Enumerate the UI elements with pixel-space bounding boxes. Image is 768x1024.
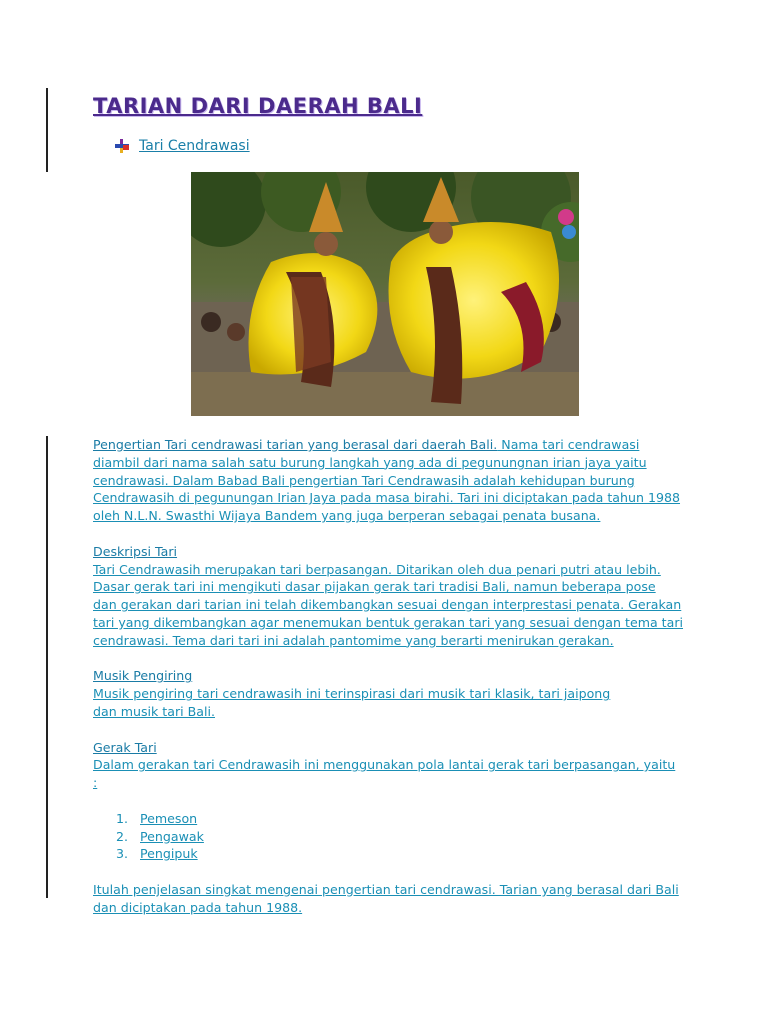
intro-lead: Pengertian Tari cendrawasi tarian yang berasal dari daerah Bali.	[93, 437, 498, 452]
deskripsi-body: Tari Cendrawasih merupakan tari berpasangan. Ditarikan oleh dua penari putri atau lebih. Dasar gerak tari ini mengikuti dasar pijakan gerak tari tradisi Bali, namun beberapa pose dan gerakan dari tarian ini telah dikembangkan sesuai dengan interprestasi penata. Gerakan tari yang dikembangkan agar menemukan bentuk gerakan tari yang sesuai dengan tema tari cendrawasi. Tema dari tari ini adalah pantomime yang berarti menirukan gerakan.	[93, 561, 684, 648]
margin-bar-bottom	[46, 436, 48, 898]
musik-body-line2: dan musik tari Bali.	[93, 703, 215, 719]
gerak-body: Dalam gerakan tari Cendrawasih ini menggunakan pola lantai gerak tari berpasangan, yaitu :	[93, 757, 676, 791]
intro-body: Nama tari cendrawasi diambil dari nama salah satu burung langkah yang ada di pegunungnan irian jaya yaitu cendrawasi. Dalam Babad Bali pengertian Tari Cendrawasih adalah kehidupan burung Cendrawasih di pegunungan Irian Jaya pada masa birahi. Tari ini diciptakan pada tahun 1988 oleh N.L.N. Swasthi Wijaya Bandem yang juga berperan sebagai penata busana.	[93, 437, 681, 524]
deskripsi-heading: Deskripsi Tari	[93, 543, 178, 559]
dance-photo	[191, 172, 579, 416]
steps-list	[93, 810, 683, 863]
gerak-heading: Gerak Tari	[93, 739, 157, 755]
intro-paragraph	[93, 436, 683, 525]
bullet-icon	[115, 139, 129, 153]
page-title: TARIAN DARI DAERAH BALI	[93, 94, 423, 118]
list-item: 1. Pemeson	[116, 810, 198, 826]
closing-paragraph: Itulah penjelasan singkat mengenai pengertian tari cendrawasi. Tarian yang berasal dari Bali dan diciptakan pada tahun 1988.	[93, 881, 679, 915]
list-item: 2. Pengawak	[116, 828, 204, 844]
subtitle: Tari Cendrawasi	[139, 138, 250, 154]
musik-heading: Musik Pengiring	[93, 668, 193, 684]
subtitle-row	[115, 138, 250, 154]
margin-bar-top	[46, 88, 48, 172]
article-body	[93, 436, 683, 917]
list-item: 3. Pengipuk	[116, 846, 198, 862]
musik-body-line1: Musik pengiring tari cendrawasih ini terinspirasi dari musik tari klasik, tari jaipong	[93, 686, 611, 702]
